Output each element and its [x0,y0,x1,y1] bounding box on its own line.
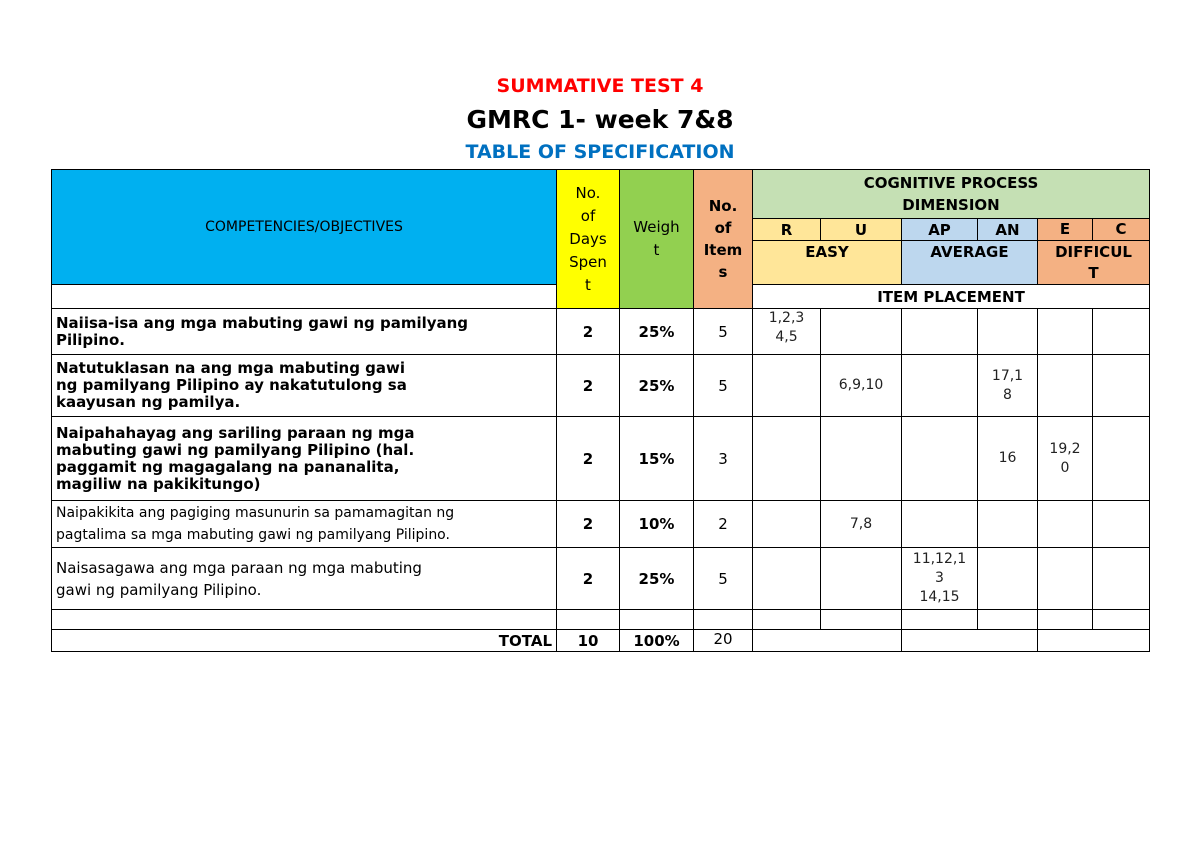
items-cell: 5 [694,355,753,417]
total-days: 10 [557,630,620,652]
table-row [52,355,1150,417]
competency-line: gawi ng pamilyang Pilipino. [56,580,262,599]
days-cell: 2 [557,309,620,355]
difficult-group-line: T [1088,263,1099,282]
difficult-group [1038,241,1150,285]
specification-table [51,169,1150,652]
days-spent-header [557,170,620,309]
placement-line: 11,12,1 [912,551,967,567]
cognitive-process-header [753,170,1150,219]
level-an: AN [978,219,1038,241]
item-placement-header: ITEM PLACEMENT [753,285,1150,309]
empty-cell [1038,610,1093,630]
placement-ap-cell [902,309,978,355]
difficult-group-line: DIFFICUL [1055,242,1132,261]
level-u: U [821,219,902,241]
average-group: AVERAGE [902,241,1038,285]
placement-c-cell [1093,417,1150,501]
empty-cell [52,610,557,630]
items-header-line: Item [703,241,743,259]
placement-c-cell [1093,501,1150,548]
subject-title: GMRC 1- week 7&8 [466,105,734,134]
weight-header [620,170,694,309]
total-items: 20 [694,630,753,652]
level-ap: AP [902,219,978,241]
placement-line: 17,1 [991,367,1024,384]
placement-line: 16 [998,450,1017,466]
cognitive-header-line: DIMENSION [902,196,1000,214]
weight-cell: 10% [620,501,694,548]
days-spent-header-line: Spen [569,252,607,271]
competency-line: Naipahahayag ang sariling paraan ng mga [56,423,415,442]
placement-r-cell [753,355,821,417]
days-cell: 2 [557,355,620,417]
days-cell: 2 [557,548,620,610]
empty-cell [753,610,821,630]
items-header-line: s [718,263,728,281]
placement-ap-cell [902,548,978,610]
competency-cell [52,417,557,501]
competencies-header-filler [52,285,557,309]
placement-ap-cell [902,501,978,548]
total-label: TOTAL [52,630,557,652]
placement-r-cell [753,417,821,501]
empty-cell [694,610,753,630]
placement-u-cell [821,309,902,355]
placement-an-cell [978,417,1038,501]
days-spent-header-line: t [585,275,591,294]
empty-cell [1093,610,1150,630]
table-row [52,417,1150,501]
cognitive-header-line: COGNITIVE PROCESS [863,174,1039,192]
table-row [52,610,1150,630]
placement-u-cell [821,417,902,501]
placement-e-cell [1038,501,1093,548]
items-header-line: No. [708,197,738,215]
competency-cell [52,548,557,610]
competency-line: paggamit ng magagalang na pananalita, [56,457,400,476]
test-title: SUMMATIVE TEST 4 [496,75,704,97]
days-spent-header-line: No. [575,183,601,202]
items-header [694,170,753,309]
level-r: R [753,219,821,241]
empty-cell [557,610,620,630]
days-cell: 2 [557,501,620,548]
placement-u-cell [821,355,902,417]
placement-an-cell [978,309,1038,355]
table-row [52,501,1150,548]
weight-header-line: Weigh [633,218,680,236]
competency-cell [52,501,557,548]
competency-line: Pilipino. [56,330,125,349]
document-title: TABLE OF SPECIFICATION [465,141,735,163]
placement-e-cell [1038,309,1093,355]
placement-line: 1,2,3 [768,310,805,326]
placement-an-cell [978,355,1038,417]
placement-e-cell [1038,355,1093,417]
total-row [52,630,1150,652]
placement-c-cell [1093,355,1150,417]
competency-line: Naiisa-isa ang mga mabuting gawi ng pamilyang [56,313,469,332]
placement-r-cell [753,501,821,548]
days-spent-header-line: of [580,206,596,225]
items-cell: 2 [694,501,753,548]
competency-line: kaayusan ng pamilya. [56,393,241,411]
days-spent-header-line: Days [569,229,607,248]
level-c: C [1093,219,1150,241]
weight-cell: 15% [620,417,694,501]
placement-u-cell [821,548,902,610]
weight-cell: 25% [620,548,694,610]
competency-line: Naipakikita ang pagiging masunurin sa pamamagitan ng [56,505,455,521]
placement-c-cell [1093,309,1150,355]
empty-cell [821,610,902,630]
competencies-header: COMPETENCIES/OBJECTIVES [52,170,557,285]
items-cell: 5 [694,548,753,610]
placement-ap-cell [902,417,978,501]
total-easy-cell [753,630,902,652]
competency-cell [52,355,557,417]
competency-cell [52,309,557,355]
placement-line: 0 [1060,459,1070,476]
days-cell: 2 [557,417,620,501]
weight-cell: 25% [620,309,694,355]
total-average-cell [902,630,1038,652]
placement-u-cell [821,501,902,548]
empty-cell [902,610,978,630]
placement-line: 14,15 [919,589,960,605]
level-e: E [1038,219,1093,241]
placement-e-cell [1038,417,1093,501]
placement-line: 4,5 [775,329,798,345]
competency-line: pagtalima sa mga mabuting gawi ng pamilyang Pilipino. [56,527,450,543]
competency-line: magiliw na pakikitungo) [56,474,261,493]
total-difficult-cell [1038,630,1150,652]
table-row [52,309,1150,355]
items-header-line: of [714,219,732,237]
placement-c-cell [1093,548,1150,610]
table-row [52,548,1150,610]
placement-an-cell [978,501,1038,548]
empty-cell [620,610,694,630]
placement-line: 6,9,10 [838,377,884,393]
placement-r-cell [753,548,821,610]
placement-e-cell [1038,548,1093,610]
competency-line: Naisasagawa ang mga paraan ng mga mabuting [56,558,422,577]
easy-group: EASY [753,241,902,285]
placement-line: 19,2 [1049,440,1081,457]
placement-r-cell [753,309,821,355]
weight-cell: 25% [620,355,694,417]
weight-header-line: t [653,241,660,259]
empty-cell [978,610,1038,630]
competency-line: ng pamilyang Pilipino ay nakatutulong sa [56,376,407,394]
competency-line: mabuting gawi ng pamilyang Pilipino (hal. [56,440,415,459]
placement-an-cell [978,548,1038,610]
placement-line: 8 [1003,386,1012,403]
placement-line: 7,8 [849,515,873,532]
total-weight: 100% [620,630,694,652]
placement-ap-cell [902,355,978,417]
placement-line: 3 [935,570,944,586]
competency-line: Natutuklasan na ang mga mabuting gawi [56,359,406,377]
items-cell: 3 [694,417,753,501]
items-cell: 5 [694,309,753,355]
